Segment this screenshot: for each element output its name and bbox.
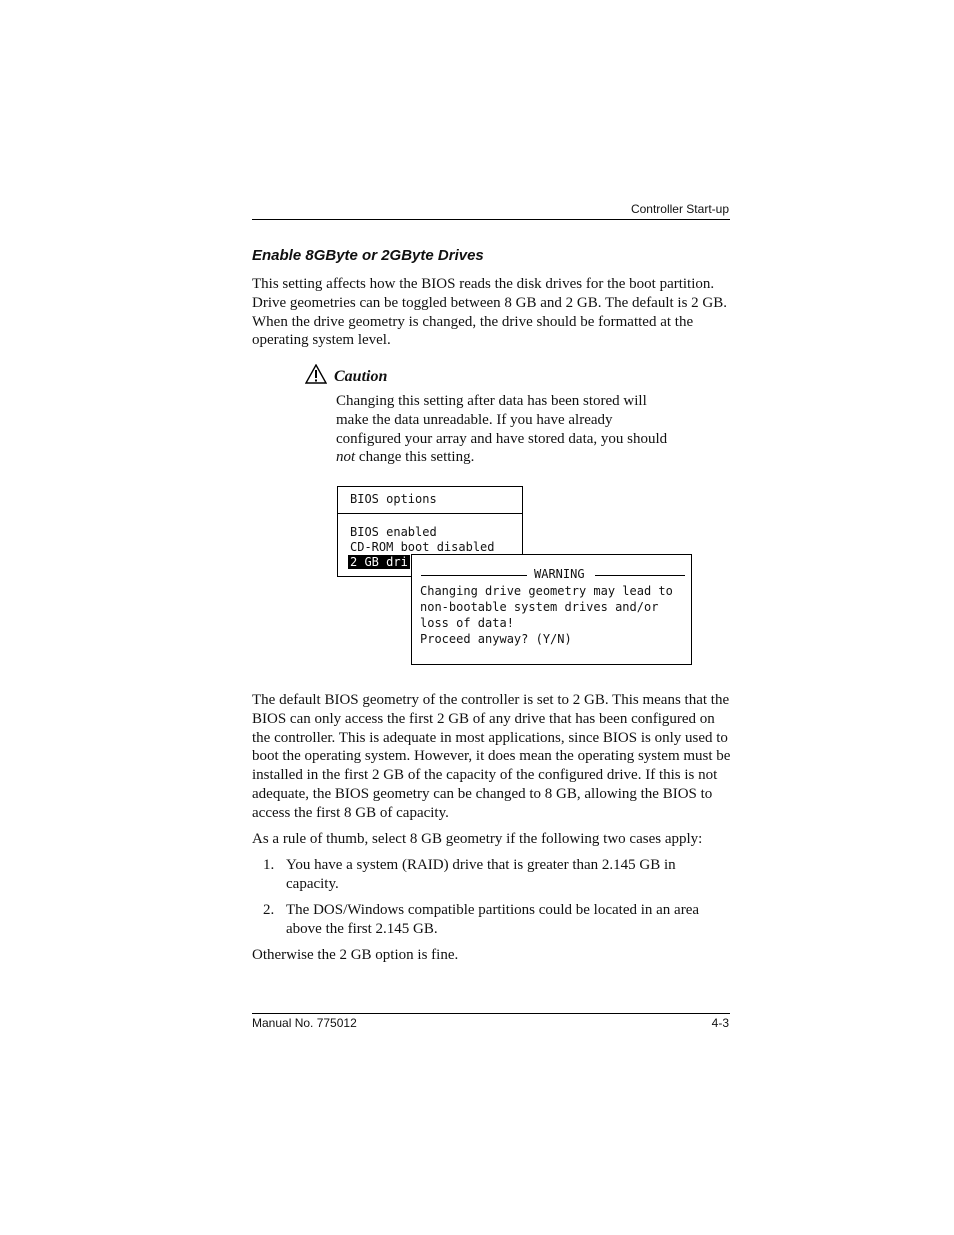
caution-text-end: change this setting. <box>355 449 475 466</box>
section-heading: Enable 8GByte or 2GByte Drives <box>252 247 484 264</box>
list-text: You have a system (RAID) drive that is greater than 2.145 GB in capacity. <box>286 857 676 892</box>
warning-title-rule <box>595 575 685 576</box>
geometry-paragraph: The default BIOS geometry of the controller is set to 2 GB. This means that the BIOS can only access the first 2 GB of any drive that has been configured on the controller. This is adequate in most applications, since BIOS is only used to boot the operating system. However, it does mean the operating system must be installed in the first 2 GB of the capacity of the configured drive. If this is not adequate, the BIOS geometry can be changed to 8 GB, allowing the BIOS to access the first 8 GB of capacity. <box>252 692 731 821</box>
warning-title: WARNING <box>534 567 585 581</box>
manual-number: Manual No. 775012 <box>252 1016 357 1030</box>
warning-title-rule <box>421 575 527 576</box>
footer-rule <box>252 1013 730 1014</box>
rule-of-thumb-paragraph: As a rule of thumb, select 8 GB geometry if the following two cases apply: <box>252 831 703 847</box>
warning-line: loss of data! <box>420 616 514 630</box>
warning-dialog <box>411 554 692 665</box>
caution-emphasis: not <box>336 449 356 466</box>
list-number: 1. <box>263 857 275 873</box>
warning-triangle-icon <box>305 364 327 384</box>
caution-title: Caution <box>334 368 388 385</box>
caution-text-start: Changing this setting after data has been stored will make the data unreadable. If you have already configured your array and have stored data, you should <box>336 393 668 447</box>
bios-menu-item-selected: 2 GB dri <box>350 555 408 569</box>
warning-line: non-bootable system drives and/or <box>420 600 659 614</box>
warning-line: Changing drive geometry may lead to <box>420 584 673 598</box>
closing-paragraph: Otherwise the 2 GB option is fine. <box>252 947 459 963</box>
list-text: The DOS/Windows compatible partitions could be located in an area above the first 2.145 GB. <box>286 902 700 937</box>
running-header: Controller Start-up <box>630 202 729 216</box>
intro-paragraph: This setting affects how the BIOS reads the disk drives for the boot partition. Drive geometries can be toggled between 8 GB and 2 GB. The default is 2 GB. When the drive geometry is changed, the drive should be formatted at the operating system level. <box>252 276 728 349</box>
warning-prompt: Proceed anyway? (Y/N) <box>420 632 572 646</box>
bios-menu-item: BIOS enabled <box>350 525 437 539</box>
header-rule <box>252 219 730 220</box>
caution-text <box>336 392 676 467</box>
list-number: 2. <box>263 902 275 918</box>
bios-menu-item: CD-ROM boot disabled <box>350 540 495 554</box>
page-number: 4-3 <box>711 1016 729 1030</box>
bios-divider <box>338 513 522 514</box>
bios-options-title: BIOS options <box>350 492 437 506</box>
